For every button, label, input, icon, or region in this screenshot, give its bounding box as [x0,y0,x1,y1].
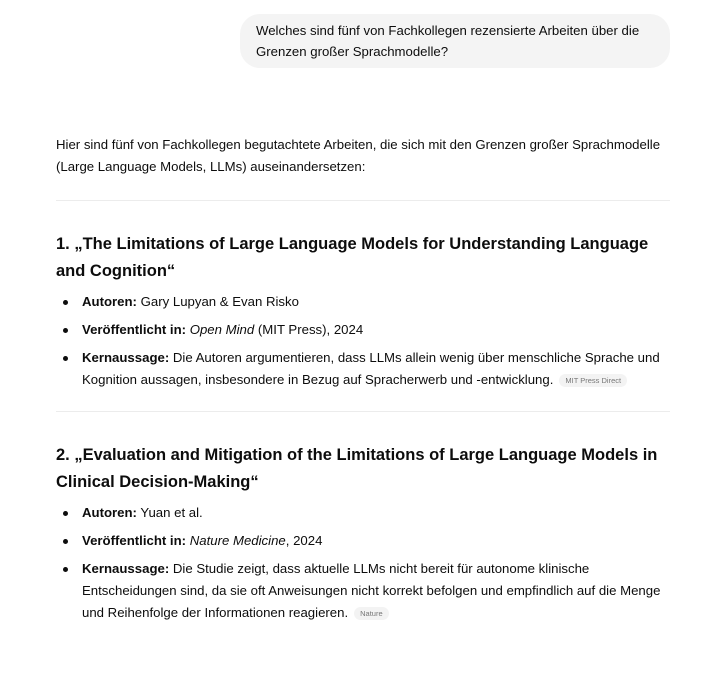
paper-2 [56,442,670,624]
paper-venue [56,530,670,552]
paper-key [56,558,670,624]
venue-rest: , 2024 [285,533,323,548]
venue-name: Open Mind [189,322,255,337]
intro-text: Hier sind fünf von Fachkollegen begutachtete Arbeiten, die sich mit den Grenzen großer Sprachmodelle (Large Language Models, LLMs) auseinandersetzen: [56,137,661,174]
key-value: Die Studie zeigt, dass aktuelle LLMs nicht bereit für autonome klinische Entscheidungen sind, da sie oft Anweisungen nicht korrekt befolgen und empfindlich auf die Menge und Reihenfolge der Informationen reagieren. [82,561,661,620]
key-label: Kernaussage: [82,350,170,365]
authors-value: Gary Lupyan & Evan Risko [136,294,299,309]
authors-value: Yuan et al. [136,505,203,520]
divider [56,200,670,201]
venue-name: Nature Medicine [189,533,286,548]
venue-rest: (MIT Press), 2024 [254,322,364,337]
key-label: Kernaussage: [82,561,170,576]
paper-authors [56,502,670,524]
source-citation-badge[interactable]: Nature [354,607,389,620]
paper-1 [56,231,670,391]
source-citation-badge[interactable]: MIT Press Direct [559,374,627,387]
authors-label: Autoren: [82,505,137,520]
user-message: Welches sind fünf von Fachkollegen rezensierte Arbeiten über die Grenzen großer Sprachmodelle? [240,14,670,68]
published-label: Veröffentlicht in: [82,533,187,548]
paper-title: 2. „Evaluation and Mitigation of the Limitations of Large Language Models in Clinical Decision-Making“ [56,446,658,491]
paper-authors [56,291,670,313]
paper-key [56,347,670,391]
paper-title: 1. „The Limitations of Large Language Models for Understanding Language and Cognition“ [56,235,649,280]
paper-venue [56,319,670,341]
assistant-answer [56,134,670,630]
key-value: Die Autoren argumentieren, dass LLMs allein wenig über menschliche Sprache und Kognition aussagen, insbesondere in Bezug auf Spracherwerb und -entwicklung. [82,350,660,387]
published-label: Veröffentlicht in: [82,322,187,337]
divider [56,411,670,412]
authors-label: Autoren: [82,294,137,309]
